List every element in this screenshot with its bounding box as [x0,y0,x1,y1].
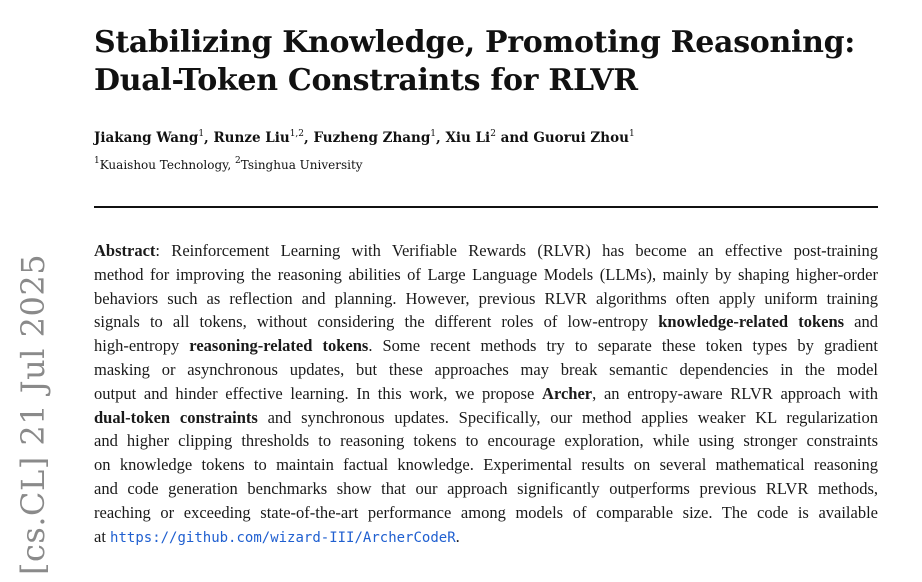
abstract-line [94,263,878,287]
author-separator: , [436,130,446,146]
author-affiliation-marker: 1,2 [289,129,305,139]
author-name: Fuzheng Zhang [313,130,431,146]
title-line-1: Stabilizing Knowledge, Promoting Reasoning: [94,25,856,60]
affiliation-separator: , [227,158,235,172]
author-separator: , [204,130,214,146]
affiliation-marker: 1 [94,156,100,166]
abstract-text: . Some recent methods try to separate these token types by gradient [368,336,879,356]
code-link[interactable]: https://github.com/wizard-III/ArcherCodeR [110,529,456,546]
abstract-text: . [455,526,460,546]
abstract-text: and [844,312,879,332]
abstract-text: reaching or exceeding state-of-the-art performance among models of comparable size. The code is available [94,502,878,522]
abstract-text: output and hinder effective learning. In this work, we propose [94,383,543,403]
affiliation-list [94,156,363,174]
abstract-line [94,406,878,430]
bold-term: dual-token constraints [94,407,258,427]
abstract-text: at [94,526,111,546]
author-affiliation-marker: 2 [490,129,496,139]
abstract-text: and code generation benchmarks show that our approach significantly outperforms previous RLVR methods, [94,478,878,498]
abstract-line [94,358,878,382]
author-name: Runze Liu [213,130,290,146]
abstract-text: on knowledge tokens to maintain factual knowledge. Experimental results on several mathematical reasoning [94,455,878,475]
bold-term: reasoning-related tokens [189,336,369,356]
horizontal-rule [94,206,878,208]
author-affiliation-marker: 1 [198,129,205,139]
abstract-line [94,429,878,453]
author-name: Guorui Zhou [533,130,629,146]
abstract-line [94,334,878,358]
author-affiliation-marker: 1 [628,129,635,139]
arxiv-stamp: [cs.CL] 21 Jul 2025 [14,253,52,575]
bold-term: knowledge-related tokens [658,312,845,332]
title-line-2: Dual-Token Constraints for RLVR [94,63,638,98]
abstract-text: and synchronous updates. Specifically, our method applies weaker KL regularization [257,407,878,427]
abstract-line [94,287,878,311]
affiliation-marker: 2 [234,156,241,166]
abstract-text: behaviors such as reflection and planning. However, previous RLVR algorithms often apply uniform training [94,288,878,308]
paper-title [94,24,894,100]
affiliation-name: Tsinghua University [240,158,363,172]
abstract [94,239,878,548]
abstract-text: masking or asynchronous updates, but these approaches may break semantic dependencies in the model [94,359,878,379]
author-name: Xiu Li [445,130,491,146]
abstract-line [94,310,878,334]
abstract-line [94,453,878,477]
abstract-text: : Reinforcement Learning with Verifiable Rewards (RLVR) has become an effective post-training [155,241,878,260]
author-list [94,128,635,148]
abstract-line [94,501,878,525]
author-affiliation-marker: 1 [430,129,437,139]
abstract-line [94,382,878,406]
abstract-line [94,239,878,263]
abstract-line [94,477,878,501]
abstract-text: signals to all tokens, without considering the different roles of low-entropy [94,312,659,332]
bold-term: Archer [542,383,593,403]
abstract-label: Abstract [94,241,156,260]
abstract-text: method for improving the reasoning abilities of Large Language Models (LLMs), mainly by shaping higher-order [94,264,878,284]
abstract-line [94,525,878,549]
abstract-text: , an entropy-aware RLVR approach with [592,383,878,403]
abstract-text: high-entropy [94,336,190,356]
abstract-text: and higher clipping thresholds to reasoning tokens to encourage exploration, while using stronger constraints [94,431,878,451]
author-separator: , [304,130,314,146]
author-name: Jiakang Wang [94,130,199,146]
author-separator: and [495,130,534,146]
affiliation-name: Kuaishou Technology [99,158,228,172]
